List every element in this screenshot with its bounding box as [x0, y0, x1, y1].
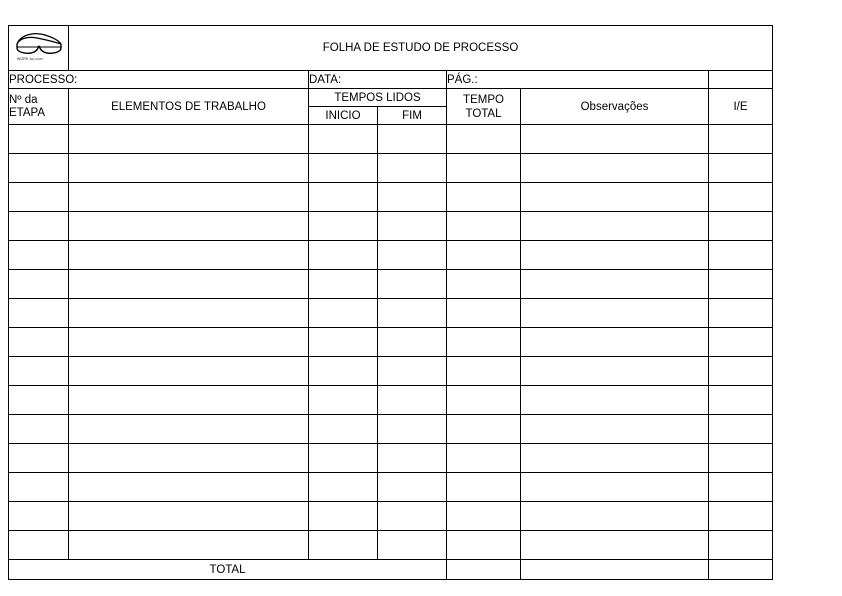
- cell-etapa[interactable]: [9, 328, 69, 357]
- cell-ie[interactable]: [709, 415, 773, 444]
- cell-fim[interactable]: [378, 328, 447, 357]
- cell-etapa[interactable]: [9, 502, 69, 531]
- cell-fim[interactable]: [378, 444, 447, 473]
- header-tempo-total: [447, 89, 521, 125]
- cell-ie[interactable]: [709, 125, 773, 154]
- title-row: [9, 26, 773, 71]
- cell-fim[interactable]: [378, 502, 447, 531]
- table-row[interactable]: [9, 154, 773, 183]
- pag-field[interactable]: PÁG.:: [447, 71, 709, 89]
- header-fim: FIM: [378, 107, 447, 125]
- cell-etapa[interactable]: [9, 154, 69, 183]
- cell-fim[interactable]: [378, 125, 447, 154]
- table-row[interactable]: [9, 270, 773, 299]
- cell-observacoes[interactable]: [521, 270, 709, 299]
- table-row[interactable]: [9, 386, 773, 415]
- total-ie[interactable]: [709, 560, 773, 580]
- cell-ie[interactable]: [709, 357, 773, 386]
- cell-tempo-total[interactable]: [447, 386, 521, 415]
- cell-observacoes[interactable]: [521, 473, 709, 502]
- cell-ie[interactable]: [709, 444, 773, 473]
- cell-inicio[interactable]: [309, 241, 378, 270]
- cell-observacoes[interactable]: [521, 299, 709, 328]
- cell-elemento[interactable]: [69, 125, 309, 154]
- cell-ie[interactable]: [709, 212, 773, 241]
- table-row[interactable]: [9, 328, 773, 357]
- table-row[interactable]: [9, 531, 773, 560]
- cell-ie[interactable]: [709, 154, 773, 183]
- cell-ie[interactable]: [709, 328, 773, 357]
- total-observacoes[interactable]: [521, 560, 709, 580]
- cell-observacoes[interactable]: [521, 183, 709, 212]
- cell-inicio[interactable]: [309, 270, 378, 299]
- table-row[interactable]: [9, 473, 773, 502]
- table-row[interactable]: [9, 125, 773, 154]
- cell-etapa[interactable]: [9, 415, 69, 444]
- cell-etapa[interactable]: [9, 125, 69, 154]
- cell-etapa[interactable]: [9, 212, 69, 241]
- table-row[interactable]: [9, 444, 773, 473]
- cell-fim[interactable]: [378, 270, 447, 299]
- table-row[interactable]: [9, 212, 773, 241]
- cell-tempo-total[interactable]: [447, 531, 521, 560]
- cell-etapa[interactable]: [9, 183, 69, 212]
- cell-fim[interactable]: [378, 299, 447, 328]
- cell-elemento[interactable]: [69, 444, 309, 473]
- header-observacoes: Observações: [521, 89, 709, 125]
- cell-inicio[interactable]: [309, 154, 378, 183]
- cell-ie[interactable]: [709, 531, 773, 560]
- total-label: TOTAL: [9, 560, 447, 580]
- cell-fim[interactable]: [378, 154, 447, 183]
- cell-inicio[interactable]: [309, 531, 378, 560]
- table-row[interactable]: [9, 357, 773, 386]
- cell-inicio[interactable]: [309, 328, 378, 357]
- cell-elemento[interactable]: [69, 502, 309, 531]
- cell-fim[interactable]: [378, 183, 447, 212]
- cell-observacoes[interactable]: [521, 212, 709, 241]
- cell-etapa[interactable]: [9, 473, 69, 502]
- cell-elemento[interactable]: [69, 154, 309, 183]
- cell-elemento[interactable]: [69, 415, 309, 444]
- cell-tempo-total[interactable]: [447, 183, 521, 212]
- cell-inicio[interactable]: [309, 386, 378, 415]
- logo-cell: [9, 26, 69, 71]
- header-elementos: ELEMENTOS DE TRABALHO: [69, 89, 309, 125]
- header-etapa-line1: Nº da: [9, 93, 38, 106]
- cell-elemento[interactable]: [69, 328, 309, 357]
- process-study-table: [8, 25, 773, 580]
- cell-elemento[interactable]: [69, 212, 309, 241]
- table-row[interactable]: [9, 299, 773, 328]
- table-row[interactable]: [9, 183, 773, 212]
- cell-observacoes[interactable]: [521, 444, 709, 473]
- cell-inicio[interactable]: [309, 183, 378, 212]
- cell-inicio[interactable]: [309, 212, 378, 241]
- total-tempo-total[interactable]: [447, 560, 521, 580]
- cell-tempo-total[interactable]: [447, 328, 521, 357]
- header-inicio: INICIO: [309, 107, 378, 125]
- cell-tempo-total[interactable]: [447, 444, 521, 473]
- meta-row: [9, 71, 773, 89]
- cell-elemento[interactable]: [69, 386, 309, 415]
- cell-inicio[interactable]: [309, 299, 378, 328]
- cell-ie[interactable]: [709, 386, 773, 415]
- cell-tempo-total[interactable]: [447, 212, 521, 241]
- cell-tempo-total[interactable]: [447, 270, 521, 299]
- cell-fim[interactable]: [378, 212, 447, 241]
- cell-inicio[interactable]: [309, 473, 378, 502]
- cell-observacoes[interactable]: [521, 357, 709, 386]
- cell-observacoes[interactable]: [521, 154, 709, 183]
- cell-elemento[interactable]: [69, 270, 309, 299]
- header-tempo-line2: TOTAL: [465, 107, 502, 120]
- cell-tempo-total[interactable]: [447, 502, 521, 531]
- cell-observacoes[interactable]: [521, 415, 709, 444]
- meta-extra-cell[interactable]: [709, 71, 773, 89]
- cell-tempo-total[interactable]: [447, 415, 521, 444]
- cell-inicio[interactable]: [309, 415, 378, 444]
- cell-ie[interactable]: [709, 270, 773, 299]
- cell-tempo-total[interactable]: [447, 299, 521, 328]
- document-title: FOLHA DE ESTUDO DE PROCESSO: [69, 26, 773, 71]
- cell-etapa[interactable]: [9, 270, 69, 299]
- cell-elemento[interactable]: [69, 183, 309, 212]
- total-row: [9, 560, 773, 580]
- cell-tempo-total[interactable]: [447, 125, 521, 154]
- cell-fim[interactable]: [378, 473, 447, 502]
- cell-inicio[interactable]: [309, 444, 378, 473]
- cell-etapa[interactable]: [9, 444, 69, 473]
- cell-elemento[interactable]: [69, 299, 309, 328]
- header-ie: I/E: [709, 89, 773, 125]
- cell-fim[interactable]: [378, 357, 447, 386]
- cell-fim[interactable]: [378, 415, 447, 444]
- cell-tempo-total[interactable]: [447, 241, 521, 270]
- cell-inicio[interactable]: [309, 125, 378, 154]
- cell-ie[interactable]: [709, 183, 773, 212]
- glasses-logo-icon: [15, 32, 63, 58]
- data-field[interactable]: DATA:: [309, 71, 447, 89]
- cell-ie[interactable]: [709, 241, 773, 270]
- cell-observacoes[interactable]: [521, 328, 709, 357]
- processo-field[interactable]: PROCESSO:: [9, 71, 309, 89]
- header-etapa: [9, 89, 69, 125]
- cell-elemento[interactable]: [69, 473, 309, 502]
- cell-etapa[interactable]: [9, 357, 69, 386]
- cell-tempo-total[interactable]: [447, 154, 521, 183]
- logo-caption: WORK Au.com: [17, 57, 43, 61]
- cell-inicio[interactable]: [309, 357, 378, 386]
- cell-fim[interactable]: [378, 241, 447, 270]
- cell-etapa[interactable]: [9, 241, 69, 270]
- cell-observacoes[interactable]: [521, 531, 709, 560]
- cell-etapa[interactable]: [9, 386, 69, 415]
- cell-fim[interactable]: [378, 386, 447, 415]
- table-row[interactable]: [9, 415, 773, 444]
- cell-elemento[interactable]: [69, 357, 309, 386]
- cell-observacoes[interactable]: [521, 386, 709, 415]
- cell-elemento[interactable]: [69, 241, 309, 270]
- cell-etapa[interactable]: [9, 531, 69, 560]
- form-sheet: [8, 25, 772, 580]
- cell-elemento[interactable]: [69, 531, 309, 560]
- cell-fim[interactable]: [378, 531, 447, 560]
- cell-tempo-total[interactable]: [447, 357, 521, 386]
- cell-ie[interactable]: [709, 473, 773, 502]
- header-tempo-line1: TEMPO: [463, 93, 504, 106]
- cell-inicio[interactable]: [309, 502, 378, 531]
- cell-tempo-total[interactable]: [447, 473, 521, 502]
- cell-etapa[interactable]: [9, 299, 69, 328]
- table-row[interactable]: [9, 502, 773, 531]
- cell-ie[interactable]: [709, 299, 773, 328]
- table-row[interactable]: [9, 241, 773, 270]
- header-etapa-line2: ETAPA: [9, 106, 45, 119]
- cell-observacoes[interactable]: [521, 241, 709, 270]
- cell-observacoes[interactable]: [521, 502, 709, 531]
- cell-observacoes[interactable]: [521, 125, 709, 154]
- header-row-1: [9, 89, 773, 107]
- header-tempos-lidos: TEMPOS LIDOS: [309, 89, 447, 107]
- cell-ie[interactable]: [709, 502, 773, 531]
